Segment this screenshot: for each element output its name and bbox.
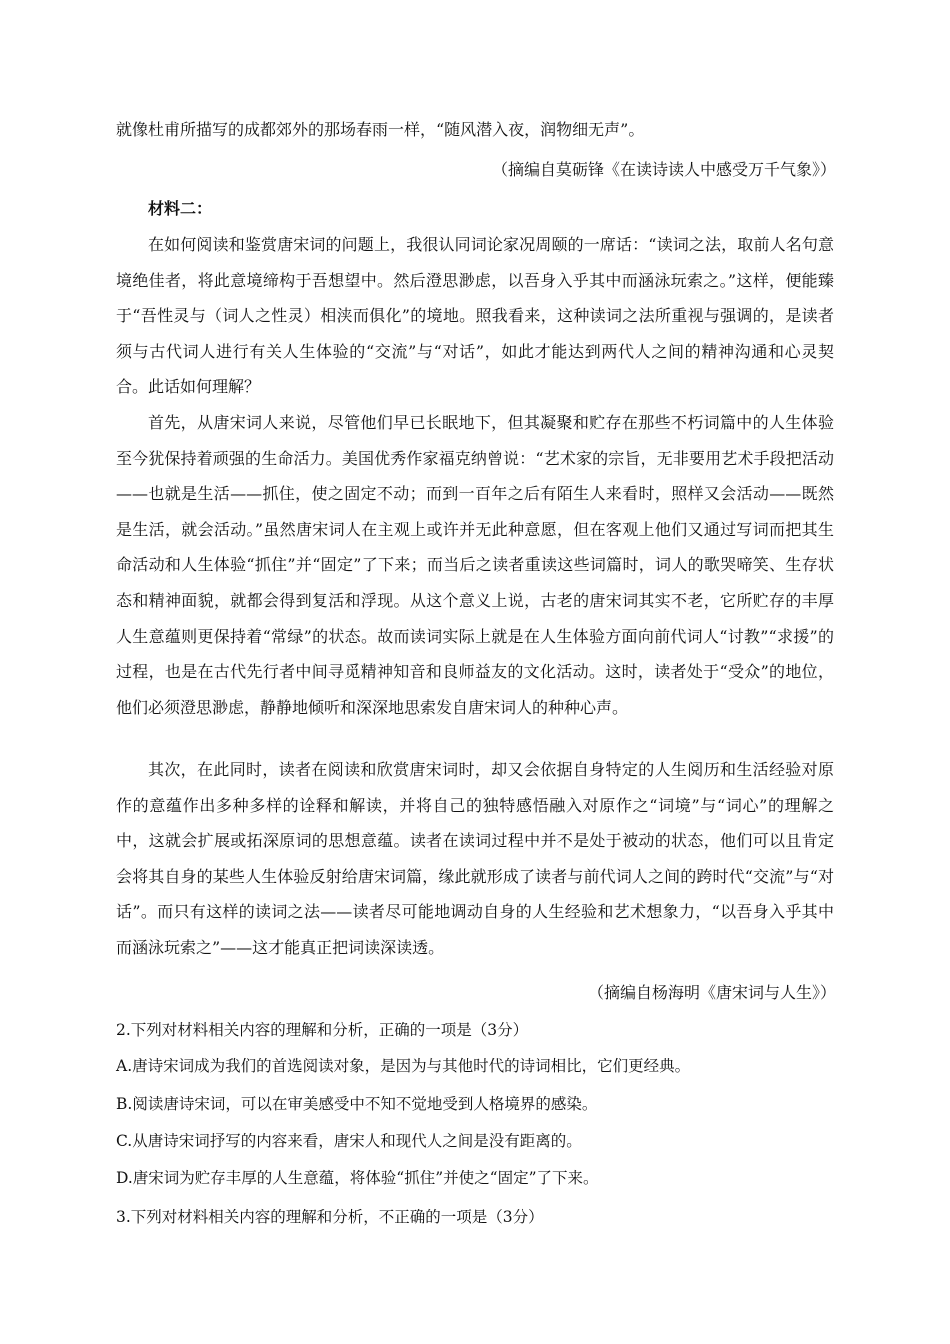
material2-source: （摘编自杨海明《唐宋词与人生》） [587,983,836,1002]
question-2-option-d: D.唐宋词为贮存丰厚的人生意蕴，将体验“抓住”并使之“固定”了下来。 [116,1169,599,1187]
material1-tail-text: 就像杜甫所描写的成都郊外的那场春雨一样，“随风潜入夜，润物细无声”。 [116,120,645,139]
material2-paragraph-3: 其次，在此同时，读者在阅读和欣赏唐宋词时，却又会依据自身特定的人生阅历和生活经验对原作的意蕴作出多种多样的诠释和解读，并将自己的独特感悟融入对原作之“词境”与“词心”的理解之中，这就会扩展或拓深原词的思想意蕴。读者在读词过程中并不是处于被动的状态，他们可以且肯定会将其自身的某些人生体验反射给唐宋词篇，缘此就形成了读者与前代词人之间的跨时代“交流”与“对话”。而只有这样的读词之法——读者尽可能地调动自身的人生经验和艺术想象力，“以吾身入乎其中而涵泳玩索之”——这才能真正把词读深读透。 [116,760,834,957]
question-2-option-a: A.唐诗宋词成为我们的首选阅读对象，是因为与其他时代的诗词相比，它们更经典。 [116,1057,691,1075]
question-2-stem: 2.下列对材料相关内容的理解和分析，正确的一项是（3分） [116,1021,529,1039]
material2-paragraph-1: 在如何阅读和鉴赏唐宋词的问题上，我很认同词论家况周颐的一席话：“读词之法，取前人名句意境绝佳者，将此意境缔构于吾想望中。然后澄思渺虑，以吾身入乎其中而涵泳玩索之。”这样，便能臻于“吾性灵与（词人之性灵）相浃而俱化”的境地。照我看来，这种读词之法所重视与强调的，是读者须与古代词人进行有关人生体验的“交流”与“对话”，如此才能达到两代人之间的精神沟通和心灵契合。此话如何理解？ [116,235,834,397]
material2-paragraph-2: 首先，从唐宋词人来说，尽管他们早已长眠地下，但其凝聚和贮存在那些不朽词篇中的人生体验至今犹保持着顽强的生命活力。美国优秀作家福克纳曾说：“艺术家的宗旨，无非要用艺术手段把活动——也就是生活——抓住，使之固定不动；而到一百年之后有陌生人来看时，照样又会活动——既然是生活，就会活动。”虽然唐宋词人在主观上或许并无此种意愿，但在客观上他们又通过写词而把其生命活动和人生体验“抓住”并“固定”了下来；而当后之读者重读这些词篇时，词人的歌哭啼笑、生存状态和精神面貌，就都会得到复活和浮现。从这个意义上说，古老的唐宋词其实不老，它所贮存的丰厚人生意蕴则更保持着“常绿”的状态。故而读词实际上就是在人生体验方面向前代词人“讨教”“求援”的过程，也是在古代先行者中间寻觅精神知音和良师益友的文化活动。这时，读者处于“受众”的地位，他们必须澄思渺虑，静静地倾听和深深地思索发自唐宋词人的种种心声。 [116,413,834,717]
question-3-stem: 3.下列对材料相关内容的理解和分析，不正确的一项是（3分） [116,1208,544,1226]
question-2-option-b: B.阅读唐诗宋词，可以在审美感受中不知不觉地受到人格境界的感染。 [116,1095,598,1113]
material1-source: （摘编自莫砺锋《在读诗读人中感受万千气象》） [491,160,836,179]
material2-heading: 材料二： [148,199,213,218]
question-2-option-c: C.从唐诗宋词抒写的内容来看，唐宋人和现代人之间是没有距离的。 [116,1132,582,1150]
